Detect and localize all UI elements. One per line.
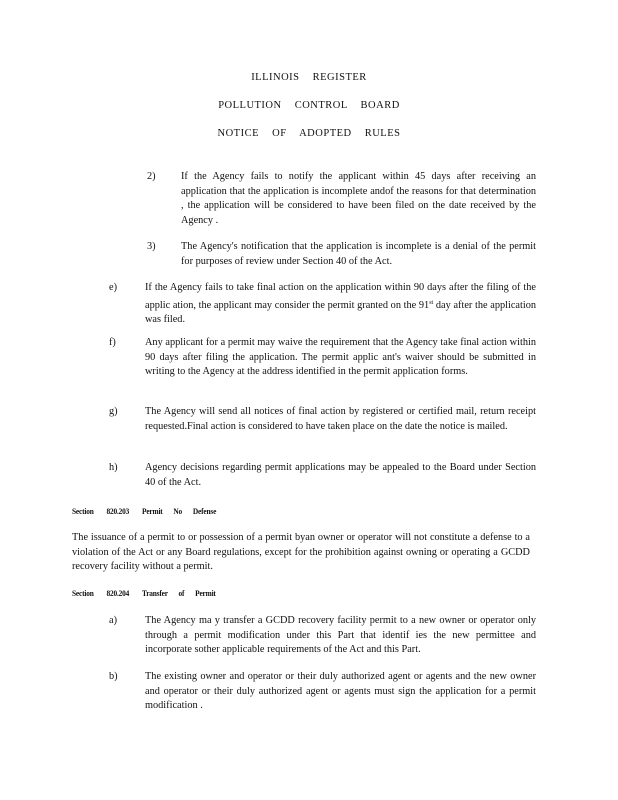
section-number: 820.203 <box>106 507 130 516</box>
item-label-2: 2) <box>147 171 156 182</box>
item-label-e: e) <box>109 282 117 293</box>
header-notice: NOTICE OF ADOPTED RULES <box>217 128 401 139</box>
item-text-e-main: If the Agency fails to take final action on the application within 90 days after the filing of the applic ation, the applicant may consider the permit granted on the 91 <box>145 282 536 311</box>
item-text-g: The Agency will send all notices of final action by registered or certified mail, return receipt requested.Final action is considered to have taken place on the date the notice is mailed. <box>145 406 536 432</box>
section-heading-203 <box>72 507 229 516</box>
item-text-h: Agency decisions regarding permit applications may be appealed to the Board under Section 40 of the Act. <box>145 462 536 488</box>
item-text-f: Any applicant for a permit may waive the requirement that the Agency take final action within 90 days after filing the application. The permit applic ant's waiver should be submitted in writing to the Agency at the address identified in the permit application forms. <box>145 337 536 378</box>
section-word: Section <box>72 507 94 516</box>
section-word: Section <box>72 589 94 598</box>
ordinal-suffix: st <box>429 299 434 306</box>
item-text-3: The Agency's notification that the application is incomplete is a denial of the permit for purposes of review under Section 40 of the Act. <box>181 241 536 267</box>
item-label-a: a) <box>109 615 117 626</box>
section-title: Permit No Defense <box>142 507 217 516</box>
item-label-h: h) <box>109 462 118 473</box>
item-text-2: If the Agency fails to notify the applicant within 45 days after receiving an application that the application is incomplete andof the reasons for that determination , the application will be considered to have been filed on the date received by the Agency . <box>181 171 536 226</box>
item-label-b: b) <box>109 671 118 682</box>
item-label-f: f) <box>109 337 116 348</box>
item-text-a: The Agency ma y transfer a GCDD recovery facility permit to a new owner or operator only through a permit modification under this Part that identif ies the new permittee and incorporate sother applicable requirements of the Act and this Part. <box>145 615 536 656</box>
header-board: POLLUTION CONTROL BOARD <box>218 100 400 111</box>
item-text-e-end: day after the application was filed. <box>145 299 536 326</box>
header-register: ILLINOIS REGISTER <box>251 72 367 83</box>
item-label-g: g) <box>109 406 118 417</box>
item-text-b: The existing owner and operator or their duly authorized agent or agents and the new owner and operator or their duly authorized agent or agents must sign the application for a permit modification . <box>145 671 536 712</box>
item-text-e <box>145 281 536 328</box>
item-label-3: 3) <box>147 241 156 252</box>
section-title: Transfer of Permit <box>142 589 216 598</box>
section-heading-204 <box>72 589 229 598</box>
section-body-203: The issuance of a permit to or possession of a permit byan owner or operator will not constitute a defense to a violation of the Act or any Board regulations, except for the prohibition against owning or operating a GCDD recovery facility without a permit. <box>72 532 530 573</box>
section-number: 820.204 <box>106 589 130 598</box>
